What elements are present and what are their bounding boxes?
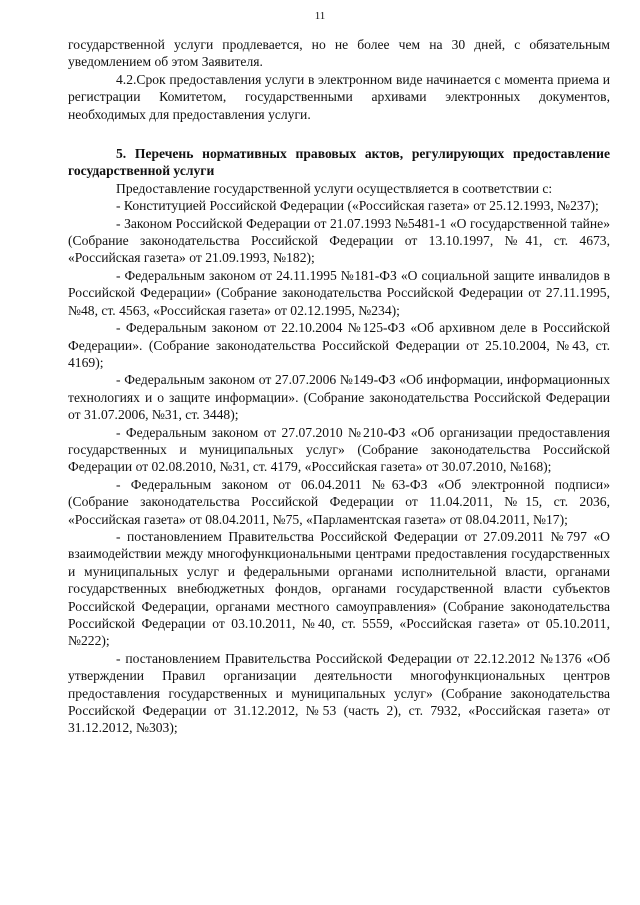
paragraph-4-2: 4.2.Срок предоставления услуги в электронном виде начинается с момента приема и регистрации Комитетом, государственными архивами электронных документов, необходимых для предоставления услуги. <box>68 71 610 122</box>
act-item: - Федеральным законом от 27.07.2006 №149-ФЗ «Об информации, информационных технологиях и о защите информации». (Собрание законодательства Российской Федерации от 31.07.2006, №31, ст. 3448); <box>68 372 610 423</box>
section-heading: 5. Перечень нормативных правовых актов, регулирующих предоставление государственной услуги <box>68 146 610 179</box>
act-item: - Федеральным законом от 24.11.1995 №181-ФЗ «О социальной защите инвалидов в Российской Федерации» (Собрание законодательства Российской Федерации от 27.11.1995, №48, ст. 4563, «Российская газета» от 02.12.1995, №234); <box>68 267 610 318</box>
act-item: - Законом Российской Федерации от 21.07.1993 №5481-1 «О государственной тайне» (Собрание законодательства Российской Федерации от 13.10.1997, №41, ст. 4673, «Российская газета» от 21.09.1993, №182); <box>68 215 610 266</box>
act-item: - Федеральным законом от 06.04.2011 №63-ФЗ «Об электронной подписи» (Собрание законодательства Российской Федерации от 11.04.2011, №15, ст. 2036, «Российская газета» от 08.04.2011, №75, «Парламентская газета» от 08.04.2011, №17); <box>68 476 610 527</box>
section-intro: Предоставление государственной услуги осуществляется в соответствии с: <box>116 180 553 196</box>
paragraph-continuation: государственной услуги продлевается, но не более чем на 30 дней, с обязательным уведомлением об этом Заявителя. <box>68 37 610 70</box>
page-number: 11 <box>314 10 326 22</box>
section-spacer <box>68 123 610 145</box>
act-item: - Федеральным законом от 27.07.2010 №210-ФЗ «Об организации предоставления государственных и муниципальных услуг» (Собрание законодательства Российской Федерации от 02.08.2010, №31, ст. 4179, «Российская газета» от 30.07.2010, №168); <box>68 424 610 475</box>
act-item: - постановлением Правительства Российской Федерации от 22.12.2012 №1376 «Об утверждении Правил организации деятельности многофункциональных центров предоставления государственных и муниципальных услуг» (Собрание законодательства Российской Федерации от 31.12.2012, №53 (часть 2), ст. 7932, «Российская газета» от 31.12.2012, №303); <box>68 650 610 736</box>
act-item: - Конституцией Российской Федерации («Российская газета» от 25.12.1993, №237); <box>116 198 599 214</box>
act-item: - Федеральным законом от 22.10.2004 №125-ФЗ «Об архивном деле в Российской Федерации». (Собрание законодательства Российской Федерации от 25.10.2004, №43, ст. 4169); <box>68 320 610 370</box>
act-item: - постановлением Правительства Российской Федерации от 27.09.2011 №797 «О взаимодействии между многофункциональными центрами предоставления государственных и муниципальных услуг и федеральными органами исполнительной власти, органами государственных внебюджетных фондов, органами государственной власти субъектов Российской Федерации, органами местного самоуправления» (Собрание законодательства Российской Федерации от 03.10.2011, №40, ст. 5559, «Российская газета» от 05.10.2011, №222); <box>68 528 610 649</box>
